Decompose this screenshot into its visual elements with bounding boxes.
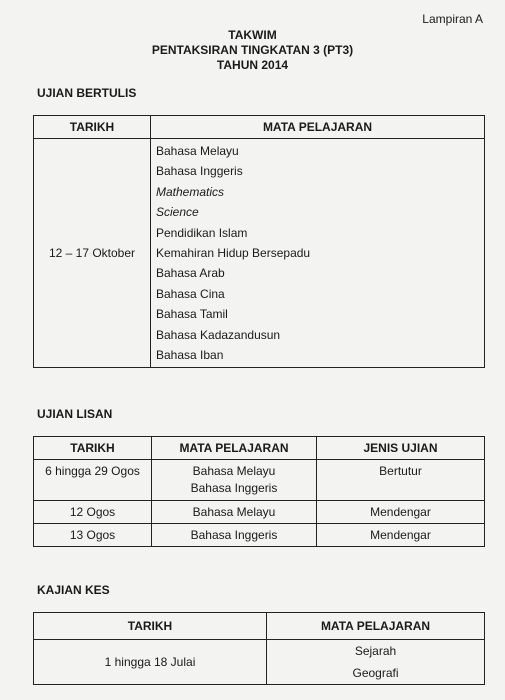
column-header-tarikh: TARIKH (34, 613, 267, 640)
table-row (34, 460, 485, 501)
title-line-2: PENTAKSIRAN TINGKATAN 3 (PT3) (151, 43, 354, 57)
document-title (0, 28, 505, 73)
subject-item: Science (156, 205, 199, 220)
column-header-mata-pelajaran: MATA PELAJARAN (152, 437, 317, 460)
ujian-lisan-table (33, 436, 485, 547)
subject-list-cell (267, 640, 485, 685)
subject-cell: Bahasa Inggeris (152, 524, 317, 547)
date-cell: 1 hingga 18 Julai (34, 640, 267, 685)
ujian-bertulis-table (33, 115, 485, 368)
table-header-row (34, 116, 485, 139)
title-line-3: TAHUN 2014 (216, 58, 289, 72)
date-cell: 13 Ogos (34, 524, 152, 547)
appendix-label: Lampiran A (422, 12, 483, 26)
subject-cell (152, 460, 317, 501)
subject-cell: Bahasa Melayu (152, 501, 317, 524)
section-heading-kajian-kes: KAJIAN KES (37, 583, 110, 597)
date-cell: 12 Ogos (34, 501, 152, 524)
column-header-mata-pelajaran: MATA PELAJARAN (151, 116, 485, 139)
test-type-cell: Bertutur (317, 460, 485, 501)
subject-item: Pendidikan Islam (156, 225, 248, 240)
table-row (34, 640, 485, 685)
subject-item: Bahasa Kadazandusun (156, 327, 281, 342)
subject-item: Bahasa Melayu (156, 144, 239, 158)
section-heading-ujian-lisan: UJIAN LISAN (37, 407, 113, 421)
subject-item: Mathematics (156, 184, 225, 199)
subject-item: Kemahiran Hidup Bersepadu (156, 245, 311, 260)
subject-item: Bahasa Iban (156, 347, 224, 362)
column-header-tarikh: TARIKH (34, 437, 152, 460)
table-row (34, 139, 485, 368)
test-type-cell: Mendengar (317, 524, 485, 547)
kajian-kes-table (33, 612, 485, 685)
column-header-mata-pelajaran: MATA PELAJARAN (267, 613, 485, 640)
subject-item: Bahasa Arab (156, 266, 225, 281)
subject-item: Bahasa Tamil (156, 307, 228, 322)
subject-item: Bahasa Melayu (192, 464, 276, 478)
subject-item: Bahasa Inggeris (190, 481, 278, 495)
table-header-row (34, 613, 485, 640)
subject-item: Sejarah (354, 644, 397, 658)
subject-item: Bahasa Inggeris (156, 164, 243, 179)
table-header-row (34, 437, 485, 460)
date-cell: 12 – 17 Oktober (34, 139, 151, 368)
section-heading-ujian-bertulis: UJIAN BERTULIS (37, 86, 137, 100)
column-header-jenis-ujian: JENIS UJIAN (317, 437, 485, 460)
subject-list-cell (151, 139, 485, 368)
date-cell: 6 hingga 29 Ogos (34, 460, 152, 501)
subject-item: Geografi (352, 666, 399, 680)
subject-item: Bahasa Cina (156, 286, 225, 301)
title-line-1: TAKWIM (228, 28, 277, 42)
test-type-cell: Mendengar (317, 501, 485, 524)
table-row (34, 501, 485, 524)
table-row (34, 524, 485, 547)
column-header-tarikh: TARIKH (34, 116, 151, 139)
